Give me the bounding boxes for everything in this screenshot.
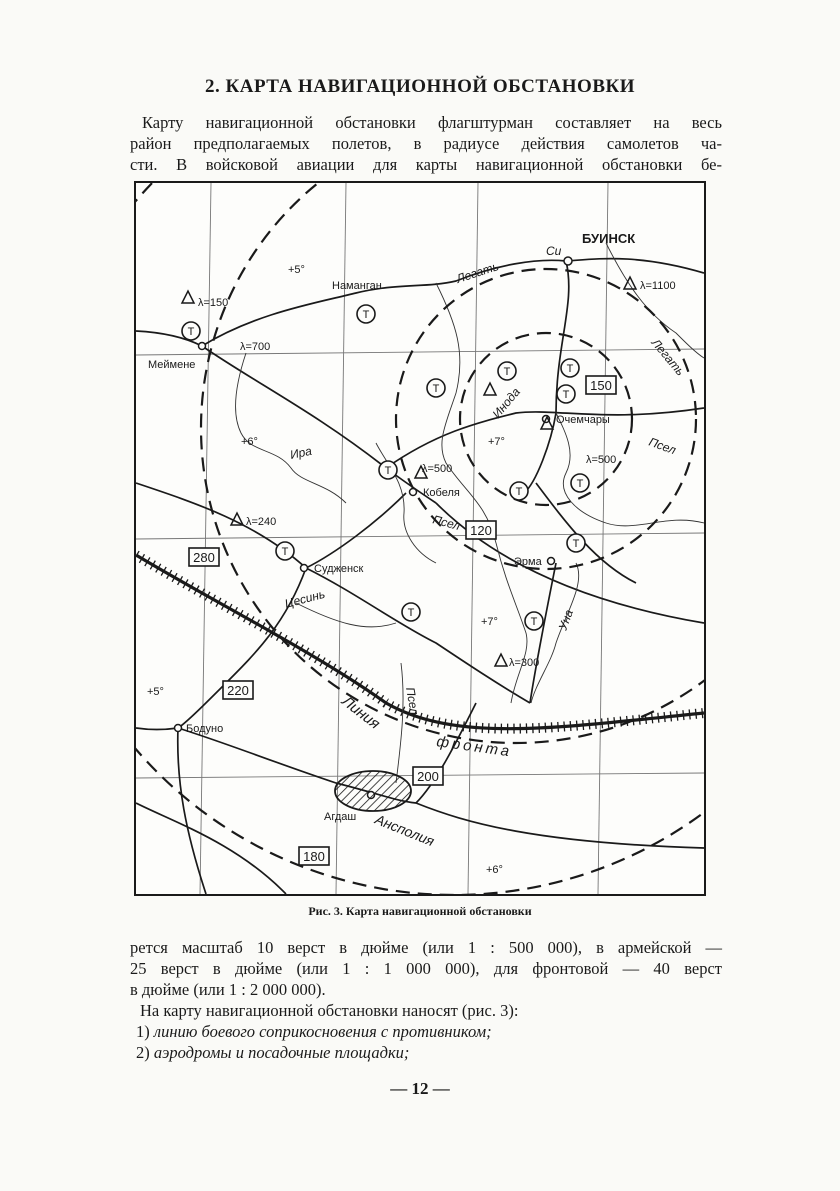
temp-3: +7° (488, 436, 505, 448)
city-namangan: Наманган (332, 280, 382, 292)
list-item (136, 1042, 726, 1063)
svg-text:Т: Т (187, 326, 195, 338)
intro-line: сти. В войсковой авиации для карты навигационной обстановки бе- (130, 155, 722, 174)
river-legat-north: Легать (454, 259, 501, 286)
list-lead: На карту навигационной обстановки наносят (рис. 3): (140, 1001, 519, 1020)
svg-text:Т: Т (566, 363, 574, 375)
river-legat-east: Легать (648, 335, 688, 379)
intro-paragraph (130, 112, 722, 175)
svg-text:Т: Т (281, 546, 289, 558)
svg-text:Т: Т (572, 538, 580, 550)
box-280: 280 (193, 550, 215, 565)
list-item-number: 2) (136, 1043, 150, 1062)
cont-line: 25 верст в дюйме (или 1 : 1 000 000), для фронтовой — 40 верст (130, 959, 722, 978)
svg-text:Т: Т (503, 366, 511, 378)
obstacle-1: λ=150 (198, 297, 229, 309)
city-labels (148, 231, 635, 823)
box-150: 150 (590, 378, 612, 393)
city-kobelya: Кобеля (423, 487, 460, 499)
obstacle-5: λ=500 (586, 454, 617, 466)
svg-text:Т: Т (530, 616, 538, 628)
intro-line: Карту навигационной обстановки флагштурман составляет на весь (142, 113, 722, 132)
svg-text:Т: Т (562, 389, 570, 401)
river-pesin: Цесинь (283, 586, 327, 611)
list-item-text: линию боевого соприкосновения с противником; (153, 1022, 492, 1041)
page-number: — 12 — (390, 1079, 450, 1098)
box-180: 180 (303, 849, 325, 864)
city-sudzhensk: Судженск (314, 563, 364, 575)
river-psel-south: Псел (403, 686, 422, 716)
obstacle-3: λ=1100 (640, 280, 676, 292)
cont-line: в дюйме (или 1 : 2 000 000). (130, 980, 326, 999)
svg-text:Т: Т (362, 309, 370, 321)
temp-2: +6° (241, 436, 258, 448)
city-boduno: Бодуно (186, 723, 224, 735)
temp-5: +5° (147, 686, 164, 698)
city-agdash: Агдаш (324, 811, 357, 823)
river-una: Уна (555, 607, 576, 633)
list-item (136, 1021, 726, 1042)
svg-text:Т: Т (432, 383, 440, 395)
continuation-paragraph (130, 937, 722, 1000)
obstacle-4: λ=500 (422, 463, 453, 475)
svg-text:Т: Т (384, 465, 392, 477)
intro-line: район предполагаемых полетов, в радиусе действия самолетов ча- (130, 134, 722, 153)
city-erma: Эрма (514, 556, 542, 568)
city-buinsk: БУИНСК (582, 231, 636, 246)
front-line-label-2: фронта (435, 733, 514, 761)
list-item-text: аэродромы и посадочные площадки; (153, 1043, 410, 1062)
items-list (136, 1000, 726, 1063)
obstacle-6: λ=240 (246, 516, 277, 528)
agdash-zone (335, 771, 411, 811)
map-svg (136, 183, 704, 894)
svg-text:Т: Т (407, 607, 415, 619)
svg-text:Т: Т (515, 486, 523, 498)
temp-4: +7° (481, 616, 498, 628)
obstacle-2: λ=700 (240, 341, 271, 353)
temp-6: +6° (486, 864, 503, 876)
river-psel-east: Псел (646, 434, 678, 458)
river-si: Си (546, 244, 562, 258)
river-psel-center: Псел (431, 512, 462, 534)
cont-line: рется масштаб 10 верст в дюйме (или 1 : 500 000), в армейской — (130, 938, 722, 957)
figure-caption: Рис. 3. Карта навигационной обстановки (308, 904, 532, 918)
box-200: 200 (417, 769, 439, 784)
box-120: 120 (470, 523, 492, 538)
river-inoda: Инода (489, 384, 523, 421)
box-220: 220 (227, 683, 249, 698)
list-item-number: 1) (136, 1022, 150, 1041)
navigation-map (134, 181, 706, 896)
river-ira: Ира (288, 443, 314, 462)
svg-text:Т: Т (576, 478, 584, 490)
city-meimene: Меймене (148, 359, 196, 371)
map-rivers (236, 243, 704, 783)
temp-1: +5° (288, 264, 305, 276)
anspolia-label: Ансполия (372, 810, 437, 850)
map-grid (136, 183, 704, 894)
front-line-label-1: Линия (338, 692, 384, 733)
city-ochemchary: Очемчары (556, 414, 610, 426)
section-heading: 2. КАРТА НАВИГАЦИОННОЙ ОБСТАНОВКИ (204, 76, 636, 97)
obstacle-7: λ=300 (509, 657, 540, 669)
